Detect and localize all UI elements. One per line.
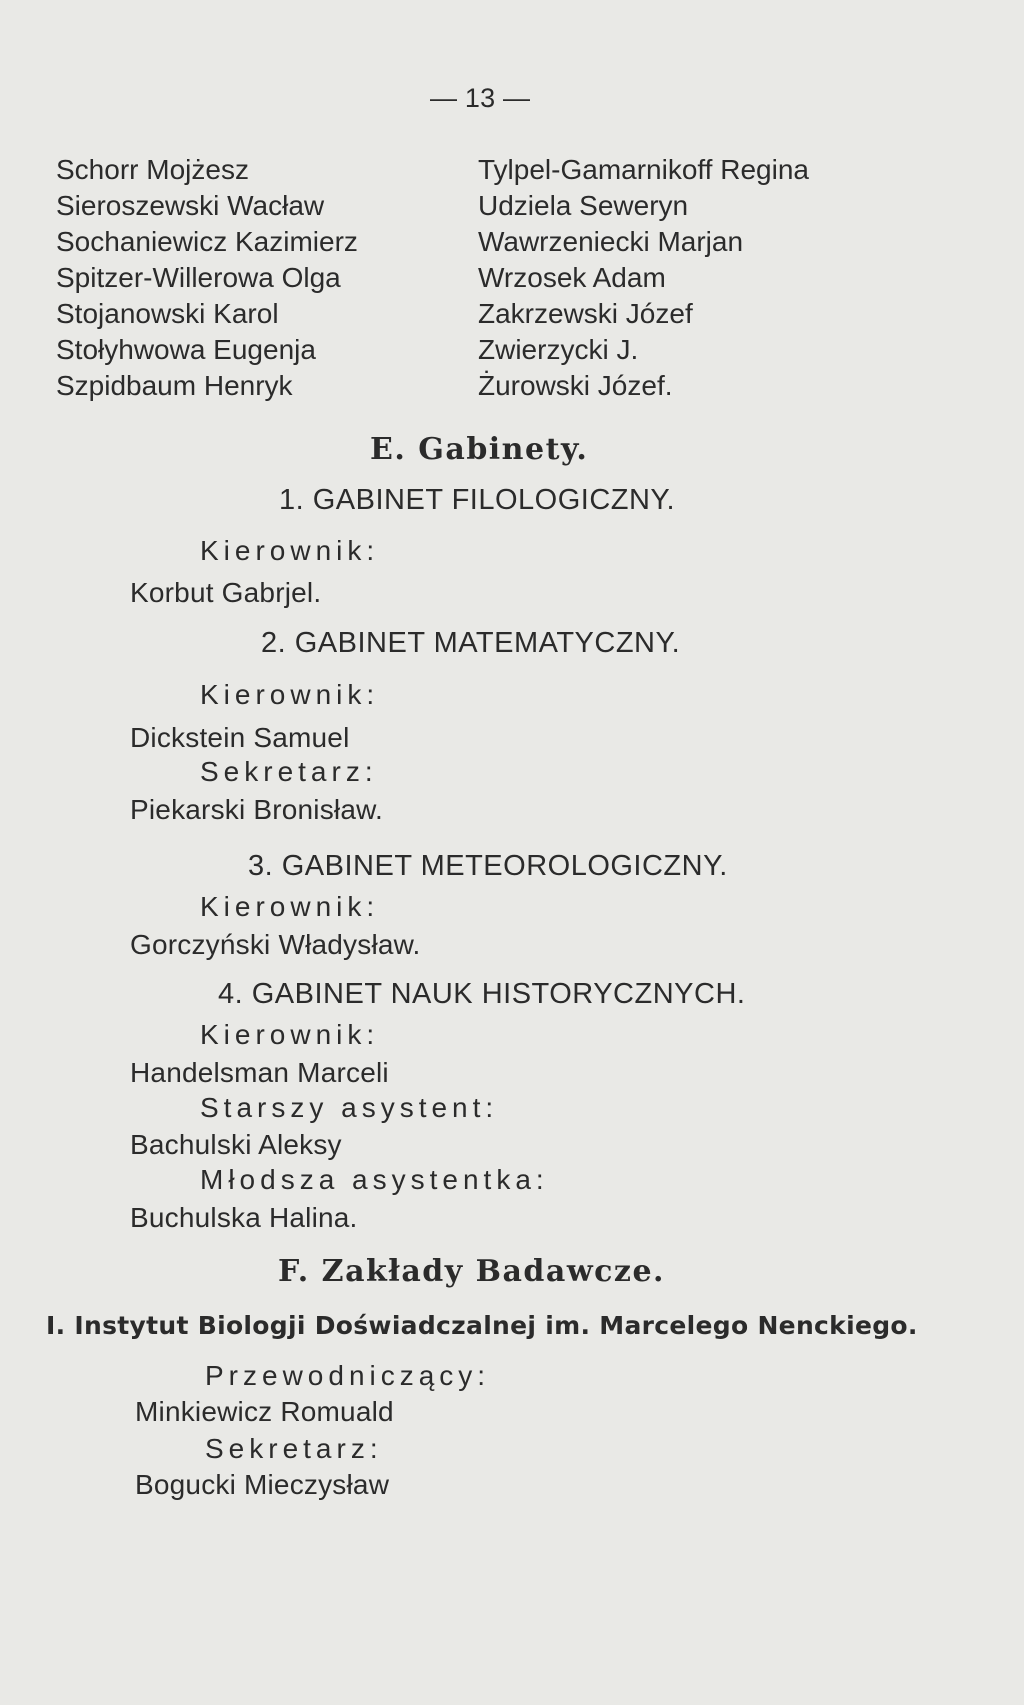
cabinet-4-person-2: Bachulski Aleksy [130,1129,342,1160]
right-name-column [478,152,809,404]
cabinet-4-role-3: Młodsza asystentka: [200,1164,549,1195]
cabinet-3-role: Kierownik: [200,891,380,922]
cabinet-3-heading: 3. GABINET METEOROLOGICZNY. [248,850,728,882]
cabinet-1-person: Korbut Gabrjel. [130,577,322,608]
cabinet-3-person: Gorczyński Władysław. [130,929,421,960]
cabinet-1-heading: 1. GABINET FILOLOGICZNY. [279,484,676,516]
cabinet-2-role-1: Kierownik: [200,679,380,710]
name-entry: Zakrzewski Józef [478,298,693,329]
institute-heading: I. Instytut Biologji Doświadczalnej im. Marcelego Nenckiego. [46,1311,918,1340]
cabinet-4-person-1: Handelsman Marceli [130,1057,389,1088]
name-entry: Schorr Mojżesz [56,154,249,185]
cabinet-2-person-1: Dickstein Samuel [130,722,350,753]
name-entry: Wrzosek Adam [478,262,666,293]
cabinet-4-role-1: Kierownik: [200,1019,380,1050]
institute-role-2: Sekretarz: [205,1433,383,1464]
name-entry: Zwierzycki J. [478,334,639,365]
cabinet-1-role: Kierownik: [200,535,380,566]
institute-person-2: Bogucki Mieczysław [135,1469,390,1500]
cabinet-2-role-2: Sekretarz: [200,756,378,787]
left-name-column [56,152,358,404]
name-entry: Spitzer-Willerowa Olga [56,262,341,293]
name-entry: Szpidbaum Henryk [56,370,293,401]
name-entry: Tylpel-Gamarnikoff Regina [478,154,809,185]
name-entry: Sochaniewicz Kazimierz [56,226,358,257]
name-entry: Udziela Seweryn [478,190,689,221]
page-number: — 13 — [430,83,531,113]
name-entry: Stołyhwowa Eugenja [56,334,316,365]
institute-person-1: Minkiewicz Romuald [135,1396,394,1427]
cabinet-2-person-2: Piekarski Bronisław. [130,794,383,825]
section-f-title: F. Zakłady Badawcze. [278,1254,665,1289]
cabinet-4-heading: 4. GABINET NAUK HISTORYCZNYCH. [218,978,746,1010]
institute-role-1: Przewodniczący: [205,1360,491,1391]
name-entry: Żurowski Józef. [478,370,673,401]
cabinet-4-role-2: Starszy asystent: [200,1092,499,1123]
name-entry: Wawrzeniecki Marjan [478,226,744,257]
cabinet-4-person-3: Buchulska Halina. [130,1202,358,1233]
name-entry: Sieroszewski Wacław [56,190,325,221]
section-e-title: E. Gabinety. [370,432,589,467]
name-entry: Stojanowski Karol [56,298,279,329]
cabinet-2-heading: 2. GABINET MATEMATYCZNY. [261,627,681,659]
